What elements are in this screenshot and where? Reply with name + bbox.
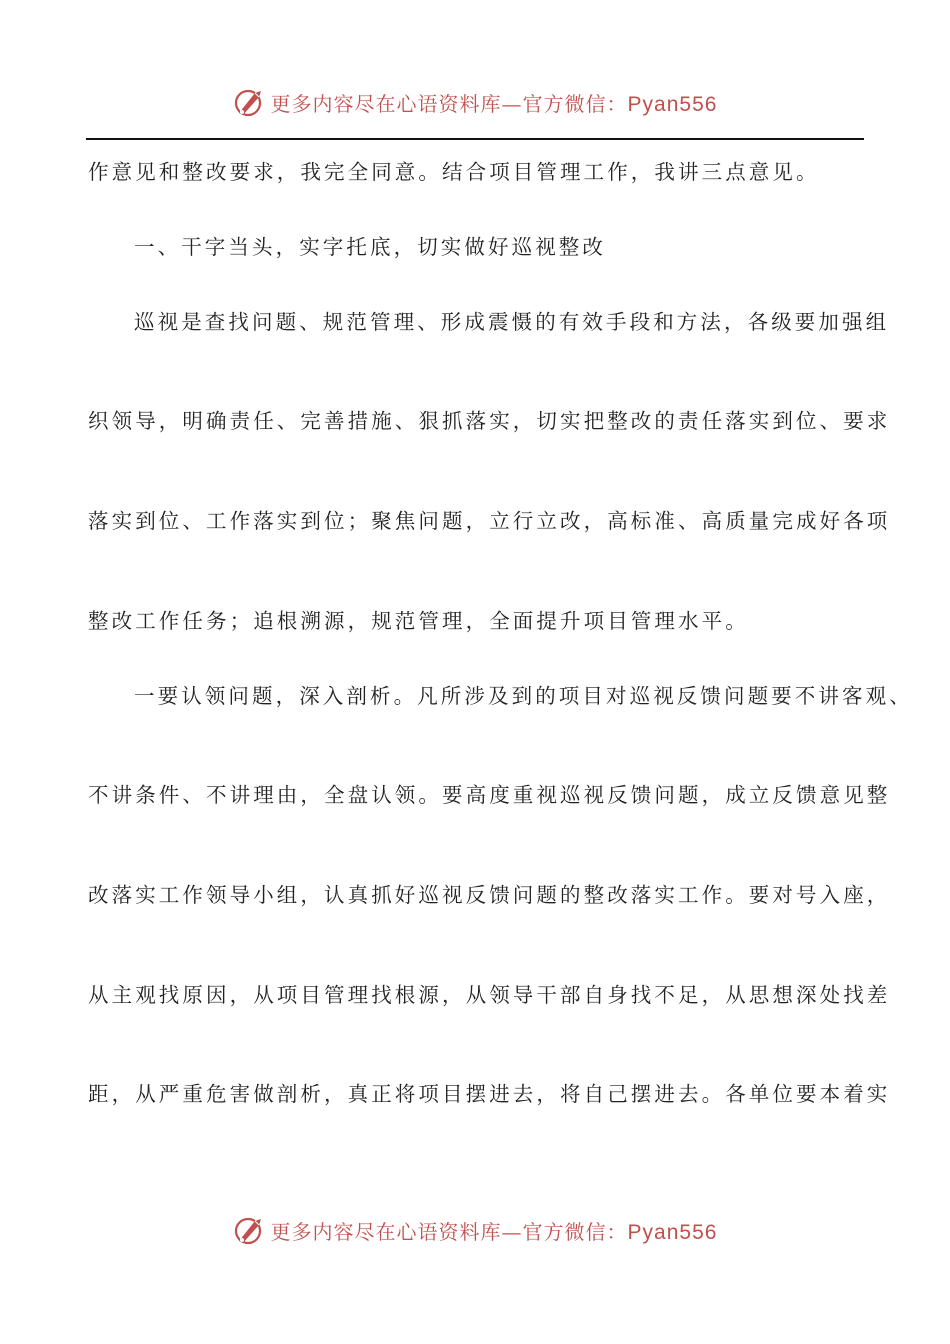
banner-text <box>271 88 718 117</box>
banner-brand: 更多内容尽在心语资料库 <box>270 1219 502 1244</box>
body-line-11: 距，从严重危害做剖析，真正将项目摆进去，将自己摆进去。各单位要本着实 <box>88 1082 891 1106</box>
header-banner <box>0 82 950 122</box>
pen-logo-icon <box>233 85 267 119</box>
banner-wechat-label: 官方微信： <box>522 91 628 116</box>
body-line-8: 不讲条件、不讲理由，全盘认领。要高度重视巡视反馈问题，成立反馈意见整 <box>88 783 891 807</box>
banner-brand: 更多内容尽在心语资料库 <box>270 91 502 116</box>
body-line-10: 从主观找原因，从项目管理找根源，从领导干部自身找不足，从思想深处找差 <box>88 983 891 1007</box>
header-divider <box>86 138 864 140</box>
body-line-1: 作意见和整改要求，我完全同意。结合项目管理工作，我讲三点意见。 <box>88 160 820 184</box>
body-line-4: 织领导，明确责任、完善措施、狠抓落实，切实把整改的责任落实到位、要求 <box>88 409 891 433</box>
body-line-7: 一要认领问题，深入剖析。凡所涉及到的项目对巡视反馈问题要不讲客观、 <box>134 684 913 708</box>
pen-logo-icon <box>233 1213 267 1247</box>
banner-dash: — <box>501 1219 523 1244</box>
body-line-9: 改落实工作领导小组，认真抓好巡视反馈问题的整改落实工作。要对号入座， <box>88 883 891 907</box>
banner-dash: — <box>501 91 523 116</box>
banner-handle: Pyan556 <box>627 92 718 116</box>
section-heading: 一、干字当头，实字托底，切实做好巡视整改 <box>134 235 606 259</box>
body-line-3: 巡视是查找问题、规范管理、形成震慑的有效手段和方法，各级要加强组 <box>134 310 890 334</box>
body-line-6: 整改工作任务；追根溯源，规范管理，全面提升项目管理水平。 <box>88 609 749 633</box>
body-line-5: 落实到位、工作落实到位；聚焦问题，立行立改，高标准、高质量完成好各项 <box>88 509 891 533</box>
banner-wechat-label: 官方微信： <box>522 1219 628 1244</box>
banner-text <box>271 1216 718 1245</box>
banner-handle: Pyan556 <box>627 1220 718 1244</box>
footer-banner <box>0 1210 950 1250</box>
